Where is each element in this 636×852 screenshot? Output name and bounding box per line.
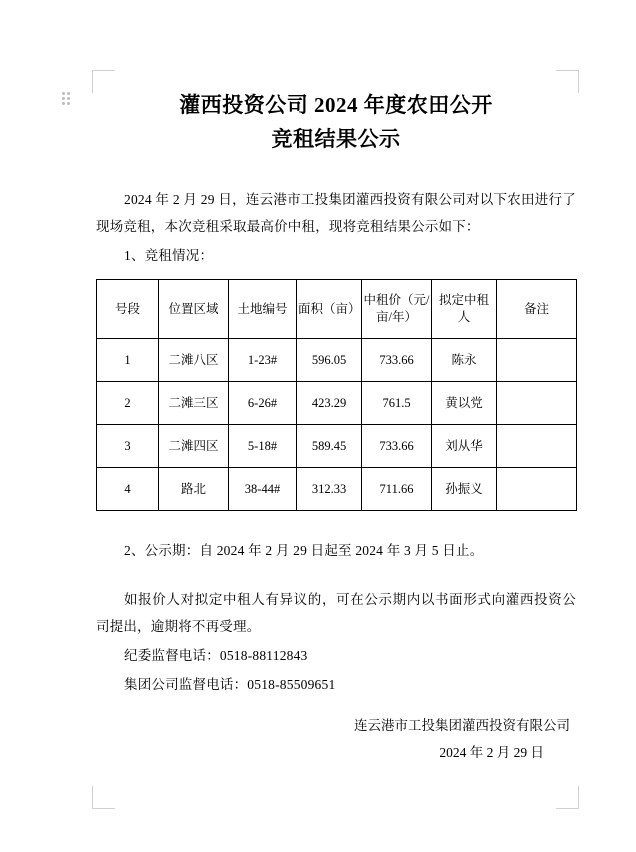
table-row [97, 425, 577, 468]
table-cell: 2 [97, 382, 159, 425]
title-line-2: 竞租结果公示 [271, 127, 401, 151]
table-header-cell: 号段 [97, 280, 159, 339]
table-cell: 312.33 [297, 468, 362, 511]
table-header-cell: 备注 [497, 280, 577, 339]
table-cell: 路北 [159, 468, 229, 511]
intro-paragraph: 2024 年 2 月 29 日，连云港市工投集团灌西投资有限公司对以下农田进行了现场竞租，本次竞租采取最高价中租，现将竞租结果公示如下： [96, 192, 576, 234]
table-header-cell: 中租价（元/亩/年） [362, 280, 432, 339]
table-cell: 711.66 [362, 468, 432, 511]
bid-results-table [96, 279, 577, 511]
crop-mark-bottom-left [92, 786, 115, 809]
signature-organization: 连云港市工投集团灌西投资有限公司 [354, 718, 570, 733]
table-cell: 二滩四区 [159, 425, 229, 468]
drag-handle-icon[interactable] [62, 92, 74, 108]
table-cell: 黄以党 [432, 382, 497, 425]
objection-paragraph: 如报价人对拟定中租人有异议的，可在公示期内以书面形式向灌西投资公司提出，逾期将不再受理。 [96, 592, 576, 634]
supervision-phone-discipline: 纪委监督电话：0518-88112843 [124, 648, 308, 663]
title-line-1: 灌西投资公司 2024 年度农田公开 [179, 93, 493, 117]
supervision-phone-group: 集团公司监督电话：0518-85509651 [124, 677, 336, 692]
section-1-heading: 1、竞租情况： [124, 248, 214, 263]
table-cell: 596.05 [297, 339, 362, 382]
signature-block [96, 712, 576, 766]
table-cell [497, 425, 577, 468]
section-2-notice-period: 2、公示期：自 2024 年 2 月 29 日起至 2024 年 3 月 5 日止。 [124, 543, 484, 558]
table-row [97, 468, 577, 511]
table-cell: 1-23# [229, 339, 297, 382]
table-cell: 589.45 [297, 425, 362, 468]
page-title [96, 88, 576, 156]
table-header-cell: 拟定中租人 [432, 280, 497, 339]
table-cell: 733.66 [362, 425, 432, 468]
table-row [97, 339, 577, 382]
table-cell [497, 468, 577, 511]
table-cell: 733.66 [362, 339, 432, 382]
table-cell: 423.29 [297, 382, 362, 425]
table-cell [497, 382, 577, 425]
table-cell: 陈永 [432, 339, 497, 382]
table-row [97, 382, 577, 425]
table-cell: 5-18# [229, 425, 297, 468]
signature-date: 2024 年 2 月 29 日 [439, 745, 544, 760]
table-header-row [97, 280, 577, 339]
table-cell: 二滩八区 [159, 339, 229, 382]
table-cell: 3 [97, 425, 159, 468]
table-cell: 刘从华 [432, 425, 497, 468]
document-content [96, 78, 576, 766]
table-cell: 4 [97, 468, 159, 511]
table-cell: 1 [97, 339, 159, 382]
crop-mark-bottom-right [556, 786, 579, 809]
table-cell: 761.5 [362, 382, 432, 425]
table-cell: 38-44# [229, 468, 297, 511]
table-header-cell: 土地编号 [229, 280, 297, 339]
table-header-cell: 面积（亩） [297, 280, 362, 339]
table-cell: 6-26# [229, 382, 297, 425]
table-cell: 孙振义 [432, 468, 497, 511]
table-header-cell: 位置区域 [159, 280, 229, 339]
table-cell: 二滩三区 [159, 382, 229, 425]
table-cell [497, 339, 577, 382]
